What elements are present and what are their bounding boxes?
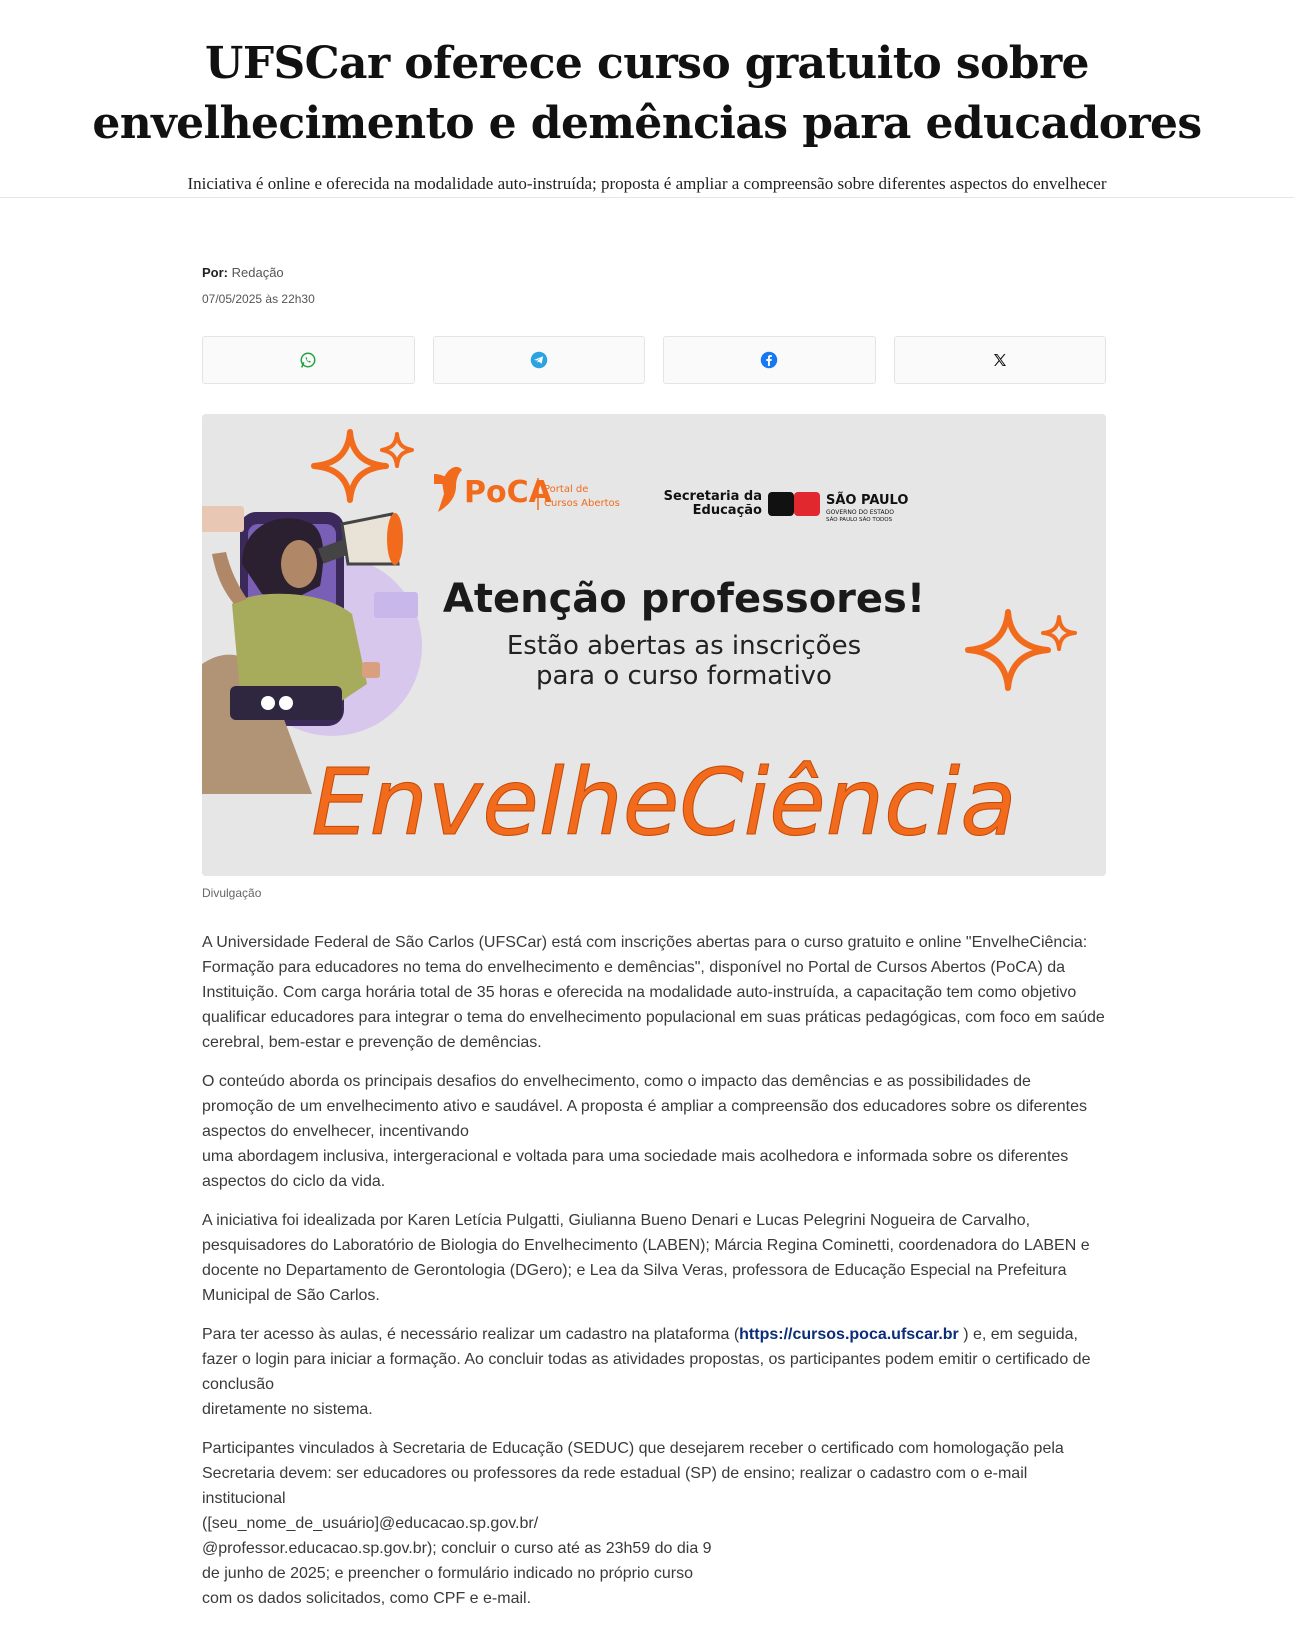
share-bar (202, 336, 1106, 384)
share-x-button[interactable] (894, 336, 1107, 384)
banner-line1: Estão abertas as inscrições (506, 631, 862, 661)
page-subtitle: Iniciativa é online e oferecida na modalidade auto-instruída; proposta é ampliar a compreensão sobre diferentes aspectos do envelhecer (187, 174, 1107, 193)
banner-headline: Atenção professores! (442, 576, 926, 622)
paragraph (202, 1322, 1106, 1422)
telegram-icon (530, 351, 548, 369)
paragraph-text: ([seu_nome_de_usuário]@educacao.sp.gov.br/ (202, 1515, 539, 1532)
paragraph-text: Participantes vinculados à Secretaria de Educação (SEDUC) que desejarem receber o certificado com homologação pela Secretaria devem: ser educadores ou professores da rede estadual (SP) de ensino; realizar o cadastro com o e-mail institucional (202, 1440, 1064, 1507)
paragraph-text: de junho de 2025; e preencher o formulário indicado no próprio curso (202, 1565, 693, 1582)
sp-sub2: SÃO PAULO SÃO TODOS (826, 517, 893, 523)
byline-label: Por: (202, 265, 228, 280)
paragraph: A iniciativa foi idealizada por Karen Letícia Pulgatti, Giulianna Bueno Denari e Lucas Pelegrini Nogueira de Carvalho, pesquisadores do Laboratório de Biologia do Envelhecimento (LABEN); Márcia Regina Cominetti, coordenadora do LABEN e docente no Departamento de Gerontologia (DGero); e Lea da Silva Veras, professora de Educação Especial na Prefeitura Municipal de São Carlos. (202, 1212, 1090, 1304)
author[interactable]: Redação (231, 265, 284, 280)
paragraph-text: ) e, em seguida, fazer o login para iniciar a formação. Ao concluir todas as atividades propostas, os participantes podem emitir o certificado de conclusão (202, 1326, 1091, 1393)
x-icon (992, 352, 1008, 368)
share-telegram-button[interactable] (433, 336, 646, 384)
paragraph-text: @professor.educacao.sp.gov.br); concluir o curso até as 23h59 do dia 9 (202, 1540, 712, 1557)
page-title: UFSCar oferece curso gratuito sobre envelhecimento e demências para educadores (92, 38, 1202, 149)
secretaria-line1: Secretaria da (663, 489, 762, 504)
banner-illustration (202, 414, 1106, 876)
banner-course-name: EnvelheCiência (311, 749, 1017, 856)
paragraph-text: Para ter acesso às aulas, é necessário realizar um cadastro na plataforma ( (202, 1326, 740, 1343)
poca-link[interactable]: https://cursos.poca.ufscar.br (739, 1326, 959, 1343)
poca-logo-sub2: Cursos Abertos (544, 498, 620, 509)
facebook-icon (760, 351, 778, 369)
sp-title: SÃO PAULO (826, 493, 909, 508)
publish-date: 07/05/2025 às 22h30 (202, 292, 315, 306)
poca-logo-text: PoCA (464, 475, 552, 510)
article-header (0, 0, 1294, 198)
paragraph-text: O conteúdo aborda os principais desafios do envelhecimento, como o impacto das demências e as possibilidades de promoção de um envelhecimento ativo e saudável. A proposta é ampliar a compreensão dos educadores sobre os diferentes aspectos do envelhecer, incentivando (202, 1073, 1087, 1140)
paragraph-text: diretamente no sistema. (202, 1401, 373, 1418)
paragraph (202, 1436, 1106, 1611)
sp-sub1: GOVERNO DO ESTADO (826, 509, 894, 516)
paragraph-text: uma abordagem inclusiva, intergeracional e voltada para uma sociedade mais acolhedora e informada sobre os diferentes aspectos do ciclo da vida. (202, 1148, 1069, 1190)
banner-line2: para o curso formativo (536, 661, 832, 691)
share-whatsapp-button[interactable] (202, 336, 415, 384)
image-caption: Divulgação (202, 886, 262, 900)
paragraph: A Universidade Federal de São Carlos (UFSCar) está com inscrições abertas para o curso gratuito e online "EnvelheCiência: Formação para educadores no tema do envelhecimento e demências", disponível no Portal de Cursos Abertos (PoCA) da Instituição. Com carga horária total de 35 horas e oferecida na modalidade auto-instruída, a capacitação tem como objetivo qualificar educadores para integrar o tema do envelhecimento populacional em suas práticas pedagógicas, com foco em saúde cerebral, bem-estar e prevenção de demências. (202, 934, 1105, 1051)
share-facebook-button[interactable] (663, 336, 876, 384)
whatsapp-icon (299, 351, 317, 369)
byline (202, 265, 284, 280)
poca-logo-sub1: Portal de (544, 484, 589, 495)
secretaria-line2: Educação (692, 503, 762, 518)
article-body (202, 930, 1106, 1625)
paragraph (202, 1069, 1106, 1194)
banner-image (202, 414, 1106, 876)
paragraph-text: com os dados solicitados, como CPF e e-mail. (202, 1590, 532, 1607)
